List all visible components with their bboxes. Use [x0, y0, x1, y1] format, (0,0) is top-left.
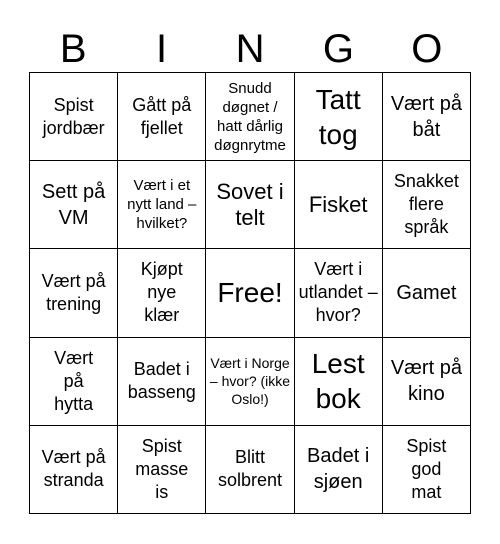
cell-text: Badet i sjøen [307, 445, 370, 494]
bingo-cell[interactable] [383, 249, 471, 337]
bingo-cell[interactable] [206, 426, 294, 514]
bingo-cell[interactable] [383, 161, 471, 249]
bingo-cell[interactable] [30, 249, 118, 337]
bingo-cell[interactable] [118, 249, 206, 337]
cell-text: Spist masse is [135, 435, 189, 502]
header-letter-o: O [411, 27, 443, 71]
cell-text: Vært på stranda [41, 447, 106, 491]
cell-text: Gamet [396, 281, 457, 304]
cell-text: Tatt tog [315, 83, 361, 150]
cell-text: Vært på kino [390, 357, 462, 406]
bingo-cell[interactable] [118, 338, 206, 426]
cell-text: Sovet i telt [216, 178, 284, 230]
cell-text: Gått på fjellet [132, 94, 192, 138]
bingo-cell[interactable] [295, 249, 383, 337]
cell-text: Fisket [308, 191, 368, 217]
cell-text: Spist jordbær [42, 94, 105, 138]
bingo-cell[interactable] [295, 73, 383, 161]
header-letter-n: N [235, 27, 265, 71]
bingo-cell[interactable] [295, 338, 383, 426]
bingo-cell[interactable] [30, 426, 118, 514]
bingo-cell[interactable] [383, 73, 471, 161]
bingo-cell[interactable] [30, 338, 118, 426]
bingo-cell[interactable] [383, 426, 471, 514]
bingo-cell[interactable] [206, 338, 294, 426]
bingo-cell[interactable] [206, 161, 294, 249]
cell-text: Snakket flere språk [393, 171, 459, 238]
cell-text: Lest bok [311, 348, 365, 415]
cell-text: Badet i basseng [127, 359, 196, 403]
bingo-header [29, 24, 471, 74]
bingo-grid [29, 72, 471, 514]
bingo-cell[interactable] [206, 249, 294, 337]
bingo-cell[interactable] [118, 161, 206, 249]
cell-text: Free! [217, 277, 283, 309]
cell-text: Kjøpt nye klær [140, 259, 183, 326]
bingo-cell[interactable] [295, 426, 383, 514]
cell-text: Vært på båt [390, 92, 462, 141]
cell-text: Spist god mat [406, 435, 447, 502]
bingo-cell[interactable] [206, 73, 294, 161]
cell-text: Sett på VM [41, 180, 106, 229]
bingo-cell[interactable] [383, 338, 471, 426]
cell-text: Vært i Norge – hvor? (ikke Oslo!) [209, 355, 291, 408]
cell-text: Vært på trening [41, 270, 106, 314]
cell-text: Vært på hytta [54, 347, 94, 414]
header-letter-b: B [59, 27, 87, 71]
header-letter-i: I [156, 27, 168, 71]
header-letter-g: G [322, 27, 354, 71]
bingo-cell[interactable] [118, 426, 206, 514]
bingo-cell[interactable] [118, 73, 206, 161]
cell-text: Snudd døgnet / hatt dårlig døgnrytme [214, 79, 286, 154]
bingo-cell[interactable] [30, 161, 118, 249]
cell-text: Vært i et nytt land – hvilket? [127, 177, 197, 233]
bingo-cell[interactable] [295, 161, 383, 249]
cell-text: Blitt solbrent [217, 447, 283, 491]
bingo-cell[interactable] [30, 73, 118, 161]
cell-text: Vært i utlandet – hvor? [298, 259, 378, 326]
